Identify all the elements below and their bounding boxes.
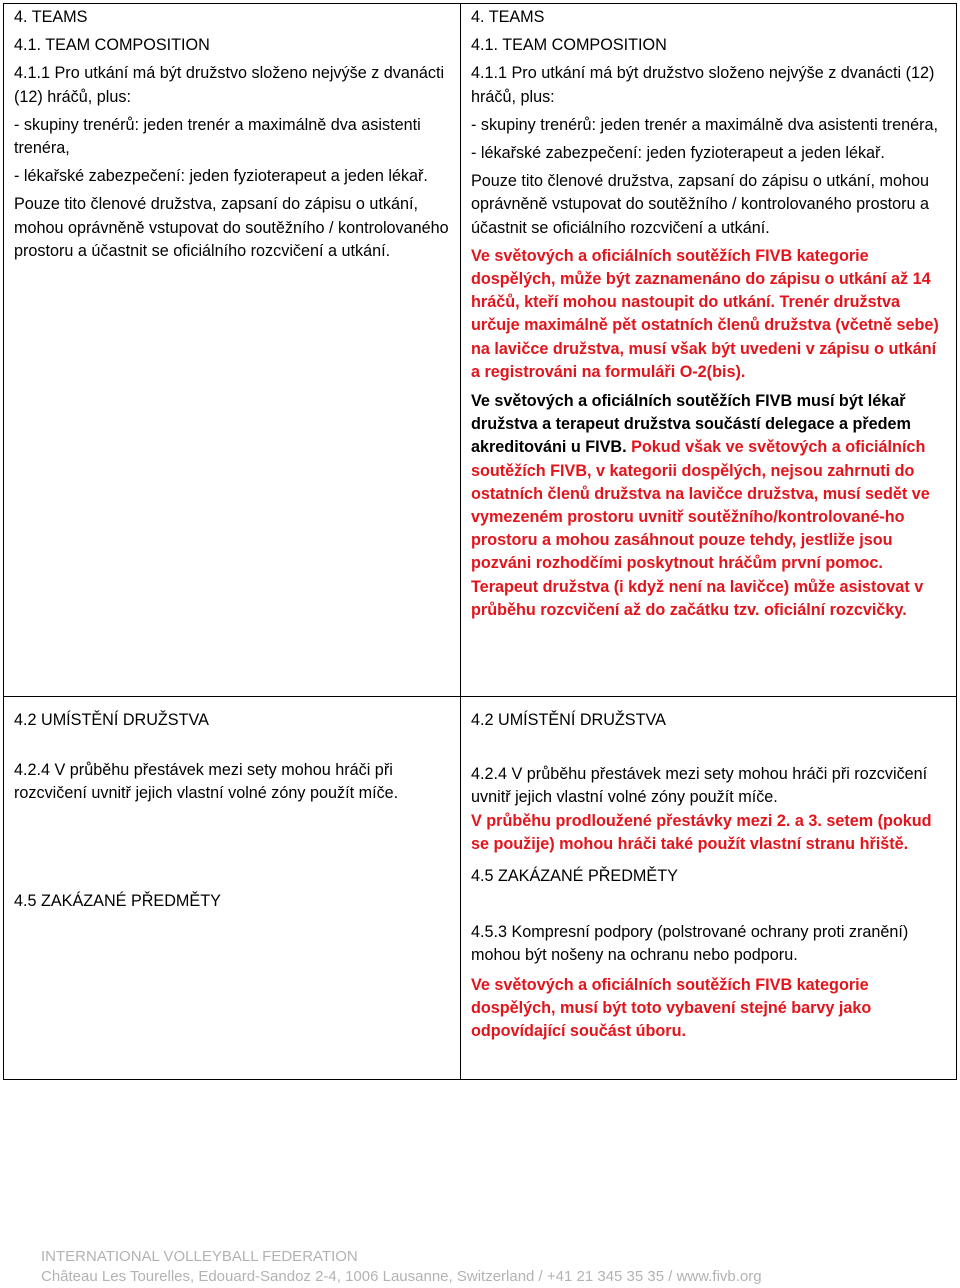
- right-cell-placement: [461, 697, 957, 1080]
- fivb-doctor-paragraph: [471, 390, 946, 622]
- rule-4-5-3: 4.5.3 Kompresní podpory (polstrované ochrany proti zranění) mohou být nošeny na ochranu nebo podporu.: [471, 923, 909, 965]
- only-members-text: Pouze tito členové družstva, zapsaní do zápisu o utkání, mohou oprávněně vstupovat do soutěžního / kontrolovaného prostoru a účastnit se oficiálního rozcvičení a utkání.: [14, 195, 449, 260]
- only-members-text: Pouze tito členové družstva, zapsaní do zápisu o utkání, mohou oprávněně vstupovat do soutěžního / kontrolovaného prostoru a účastnit se oficiálního rozcvičení a utkání.: [471, 172, 930, 237]
- comparison-table: [3, 3, 957, 1080]
- coaches-text: - skupiny trenérů: jeden trenér a maximálně dva asistenti trenéra,: [471, 115, 938, 134]
- rule-4-2-4: 4.2.4 V průběhu přestávek mezi sety mohou hráči při rozcvičení uvnitř jejich vlastní volné zóny použít míče.: [471, 765, 928, 807]
- table-row: [4, 4, 957, 697]
- left-cell-team-composition: [4, 4, 461, 697]
- coaches-text: - skupiny trenérů: jeden trenér a maximálně dva asistenti trenéra,: [14, 115, 421, 158]
- teams-heading: 4. TEAMS: [471, 8, 545, 26]
- rule-4-2-4-red: V průběhu prodloužené přestávky mezi 2. a 3. setem (pokud se použije) mohou hráči také použít vlastní stranu hřiště.: [471, 811, 932, 853]
- rule-4-5-3-red: Ve světových a oficiálních soutěžích FIVB kategorie dospělých, musí být toto vybavení stejné barvy jako odpovídající součást úboru.: [471, 975, 872, 1041]
- fivb-doctor-text: Ve světových a oficiálních soutěžích FIVB musí být lékař družstva a terapeut družstva součástí delegace a předem akreditováni u FIVB.: [471, 392, 911, 457]
- medical-text: - lékařské zabezpečení: jeden fyzioterapeut a jeden lékař.: [14, 167, 428, 186]
- composition-heading: 4.1. TEAM COMPOSITION: [14, 36, 210, 55]
- fivb-14-players-text: Ve světových a oficiálních soutěžích FIVB kategorie dospělých, může být zaznamenáno do zápisu o utkání až 14 hráčů, kteří mohou nastoupit do utkání. Trenér družstva určuje maximálně pět ostatních členů družstva (včetně sebe) na lavičce družstva, musí však být uvedeni v zápisu o utkání a registrováni na formuláři O-2(bis).: [471, 246, 939, 381]
- footer-address: Château Les Tourelles, Edouard-Sandoz 2-4, 1006 Lausanne, Switzerland / +41 21 345 35 35 / www.fivb.org: [41, 1268, 762, 1285]
- right-cell-team-composition: [461, 4, 957, 697]
- footer-org: INTERNATIONAL VOLLEYBALL FEDERATION: [41, 1248, 358, 1265]
- rule-4-1-1: 4.1.1 Pro utkání má být družstvo složeno nejvýše z dvanácti (12) hráčů, plus:: [14, 64, 445, 106]
- fivb-doctor-red-text: Pokud však ve světových a oficiálních soutěžích FIVB, v kategorii dospělých, nejsou zahrnuti do ostatních členů družstva na lavičce družstva, musí sedět ve vymezeném prostoru uvnitř soutěžního/kontrolované-ho prostoru a mohou zasáhnout pouze tehdy, jestliže jsou pozváni rozhodčími poskytnout hráčům první pomoc. Terapeut družstva (i když není na lavičce) může asistovat v průběhu rozcvičení až do začátku tzv. oficiální rozcvičky.: [471, 438, 930, 619]
- forbidden-heading: 4.5 ZAKÁZANÉ PŘEDMĚTY: [14, 891, 221, 910]
- composition-heading: 4.1. TEAM COMPOSITION: [471, 36, 667, 55]
- page-footer: [41, 1247, 762, 1287]
- rule-4-2-4: 4.2.4 V průběhu přestávek mezi sety mohou hráči při rozcvičení uvnitř jejich vlastní volné zóny použít míče.: [14, 761, 399, 803]
- table-row: [4, 697, 957, 1080]
- forbidden-heading: 4.5 ZAKÁZANÉ PŘEDMĚTY: [471, 867, 678, 886]
- left-cell-placement: [4, 697, 461, 1080]
- rule-4-1-1: 4.1.1 Pro utkání má být družstvo složeno nejvýše z dvanácti (12) hráčů, plus:: [471, 64, 935, 106]
- placement-heading: 4.2 UMÍSTĚNÍ DRUŽSTVA: [14, 711, 209, 729]
- medical-text: - lékařské zabezpečení: jeden fyzioterapeut a jeden lékař.: [471, 144, 885, 163]
- placement-heading: 4.2 UMÍSTĚNÍ DRUŽSTVA: [471, 711, 666, 729]
- teams-heading: 4. TEAMS: [14, 8, 88, 26]
